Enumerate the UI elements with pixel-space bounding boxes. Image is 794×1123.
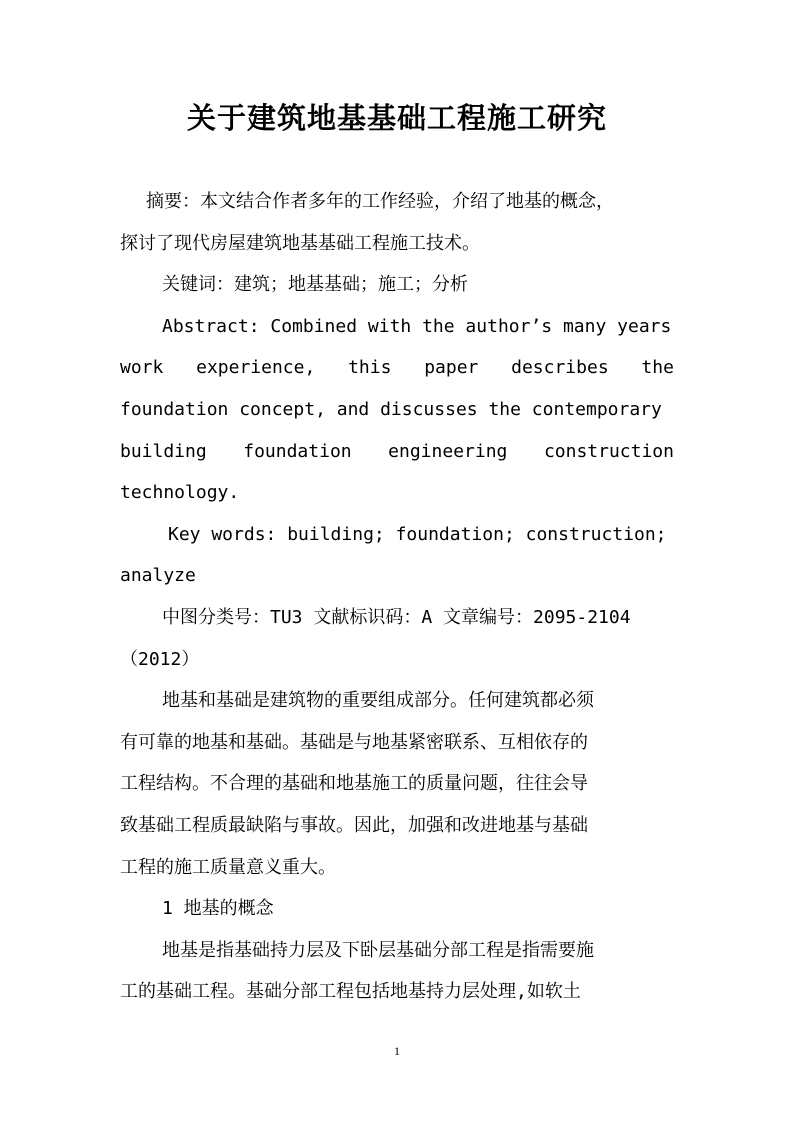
classification-line-2: （2012） <box>120 648 200 670</box>
word: experience, <box>196 357 316 379</box>
abstract-en-line-3: foundation concept, and discusses the contemporary <box>120 398 662 420</box>
document-title: 关于建筑地基基础工程施工研究 <box>186 101 607 135</box>
word: foundation <box>243 440 352 462</box>
section-1-line-1: 地基是指基础持力层及下卧层基础分部工程是指需要施 <box>162 939 594 961</box>
abstract-en-line-5: technology. <box>120 482 240 504</box>
document-body <box>120 181 674 1013</box>
classification-line-1: 中图分类号：TU3 文献标识码：A 文章编号：2095-2104 <box>162 606 631 628</box>
intro-line-5: 工程的施工质量意义重大。 <box>120 856 336 878</box>
word: work <box>120 357 164 379</box>
word: describes <box>511 357 609 379</box>
abstract-en-line-2 <box>120 347 674 389</box>
keywords-en-line-1: Key words: building; foundation; construction; <box>168 523 667 545</box>
section-1-line-2: 工的基础工程。基础分部工程包括地基持力层处理,如软土 <box>120 981 581 1003</box>
page-number: 1 <box>394 1044 400 1058</box>
word: building <box>120 440 207 462</box>
intro-line-4: 致基础工程质最缺陷与事故。因此，加强和改进地基与基础 <box>120 814 588 836</box>
keywords-cn: 关键词：建筑；地基基础；施工；分析 <box>162 274 468 296</box>
intro-line-1: 地基和基础是建筑物的重要组成部分。任何建筑都必须 <box>162 690 594 712</box>
abstract-cn-line-2: 探讨了现代房屋建筑地基基础工程施工技术。 <box>120 232 480 254</box>
abstract-en-line-1: Abstract: Combined with the author’s many years <box>162 315 672 337</box>
section-1-heading: 1 地基的概念 <box>162 898 274 920</box>
keywords-en-line-2: analyze <box>120 565 196 587</box>
intro-line-3: 工程结构。不合理的基础和地基施工的质量问题，往往会导 <box>120 773 588 795</box>
word: engineering <box>388 440 508 462</box>
word: construction <box>543 440 674 462</box>
abstract-en-line-4 <box>120 431 674 473</box>
word: this <box>348 357 392 379</box>
word: the <box>641 357 674 379</box>
word: paper <box>424 357 479 379</box>
intro-line-2: 有可靠的地基和基础。基础是与地基紧密联系、互相依存的 <box>120 731 588 753</box>
abstract-cn-line-1: 摘要：本文结合作者多年的工作经验，介绍了地基的概念， <box>146 191 614 212</box>
